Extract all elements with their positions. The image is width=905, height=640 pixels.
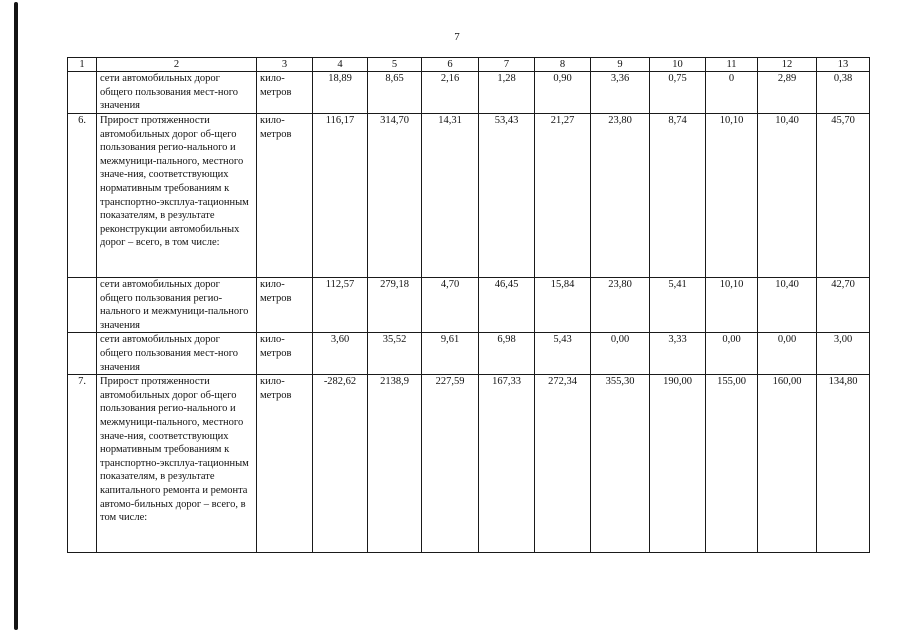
value-cell: 3,60 <box>313 333 368 375</box>
column-header: 5 <box>368 58 422 72</box>
value-cell: 45,70 <box>817 114 870 278</box>
value-cell: 18,89 <box>313 72 368 114</box>
indicator-table <box>67 57 870 553</box>
value-cell: 272,34 <box>535 375 591 553</box>
page-number: 7 <box>454 31 460 43</box>
row-number <box>68 278 97 333</box>
value-cell: 0,00 <box>591 333 650 375</box>
value-cell: 0 <box>706 72 758 114</box>
value-cell: 227,59 <box>422 375 479 553</box>
table-row <box>68 114 870 278</box>
column-header: 2 <box>97 58 257 72</box>
value-cell: 10,40 <box>758 278 817 333</box>
indicator-description: Прирост протяженности автомобильных дорог об-щего пользования регио-нального и межмуници-пального, местного значе-ния, соответствующих нормативным требованиям к транспортно-эксплуа-тационным показателям, в результате реконструкции автомобильных дорог – всего, в том числе: <box>97 114 257 278</box>
value-cell: 46,45 <box>479 278 535 333</box>
column-header: 3 <box>257 58 313 72</box>
value-cell: 3,33 <box>650 333 706 375</box>
value-cell: 314,70 <box>368 114 422 278</box>
value-cell: 155,00 <box>706 375 758 553</box>
row-number: 6. <box>68 114 97 278</box>
unit-of-measure: кило-метров <box>257 114 313 278</box>
value-cell: 23,80 <box>591 114 650 278</box>
value-cell: 23,80 <box>591 278 650 333</box>
value-cell: 0,00 <box>758 333 817 375</box>
value-cell: 2,16 <box>422 72 479 114</box>
unit-of-measure: кило-метров <box>257 333 313 375</box>
header-row <box>68 58 870 72</box>
value-cell: 167,33 <box>479 375 535 553</box>
unit-of-measure: кило-метров <box>257 375 313 553</box>
column-header: 4 <box>313 58 368 72</box>
value-cell: 8,74 <box>650 114 706 278</box>
value-cell: 10,10 <box>706 278 758 333</box>
row-number: 7. <box>68 375 97 553</box>
binding-margin-bar <box>14 2 18 630</box>
indicator-description: сети автомобильных дорог общего пользования мест-ного значения <box>97 333 257 375</box>
indicator-description: сети автомобильных дорог общего пользования регио-нального и межмуници-пального значения <box>97 278 257 333</box>
value-cell: 116,17 <box>313 114 368 278</box>
value-cell: 1,28 <box>479 72 535 114</box>
value-cell: 2138,9 <box>368 375 422 553</box>
value-cell: 14,31 <box>422 114 479 278</box>
value-cell: 21,27 <box>535 114 591 278</box>
value-cell: 8,65 <box>368 72 422 114</box>
value-cell: 3,00 <box>817 333 870 375</box>
value-cell: 9,61 <box>422 333 479 375</box>
column-header: 1 <box>68 58 97 72</box>
value-cell: 42,70 <box>817 278 870 333</box>
value-cell: 5,43 <box>535 333 591 375</box>
value-cell: 190,00 <box>650 375 706 553</box>
table-row <box>68 278 870 333</box>
value-cell: 3,36 <box>591 72 650 114</box>
value-cell: -282,62 <box>313 375 368 553</box>
value-cell: 4,70 <box>422 278 479 333</box>
column-header: 13 <box>817 58 870 72</box>
value-cell: 134,80 <box>817 375 870 553</box>
row-number <box>68 72 97 114</box>
value-cell: 160,00 <box>758 375 817 553</box>
value-cell: 112,57 <box>313 278 368 333</box>
unit-of-measure: кило-метров <box>257 72 313 114</box>
column-header: 11 <box>706 58 758 72</box>
value-cell: 5,41 <box>650 278 706 333</box>
value-cell: 35,52 <box>368 333 422 375</box>
value-cell: 2,89 <box>758 72 817 114</box>
value-cell: 10,10 <box>706 114 758 278</box>
value-cell: 279,18 <box>368 278 422 333</box>
value-cell: 0,38 <box>817 72 870 114</box>
column-header: 9 <box>591 58 650 72</box>
value-cell: 6,98 <box>479 333 535 375</box>
value-cell: 10,40 <box>758 114 817 278</box>
row-number <box>68 333 97 375</box>
value-cell: 15,84 <box>535 278 591 333</box>
column-header: 6 <box>422 58 479 72</box>
value-cell: 53,43 <box>479 114 535 278</box>
unit-of-measure: кило-метров <box>257 278 313 333</box>
column-header: 12 <box>758 58 817 72</box>
indicator-description: сети автомобильных дорог общего пользования мест-ного значения <box>97 72 257 114</box>
indicator-description: Прирост протяженности автомобильных дорог об-щего пользования регио-нального и межмуници-пального, местного значе-ния, соответствующих нормативным требованиям к транспортно-эксплуа-тационным показателям, в результате капитального ремонта и ремонта автомо-бильных дорог – всего, в том числе: <box>97 375 257 553</box>
table-row <box>68 375 870 553</box>
value-cell: 355,30 <box>591 375 650 553</box>
table-row <box>68 72 870 114</box>
value-cell: 0,75 <box>650 72 706 114</box>
column-header: 7 <box>479 58 535 72</box>
value-cell: 0,90 <box>535 72 591 114</box>
column-header: 10 <box>650 58 706 72</box>
value-cell: 0,00 <box>706 333 758 375</box>
table-row <box>68 333 870 375</box>
column-header: 8 <box>535 58 591 72</box>
